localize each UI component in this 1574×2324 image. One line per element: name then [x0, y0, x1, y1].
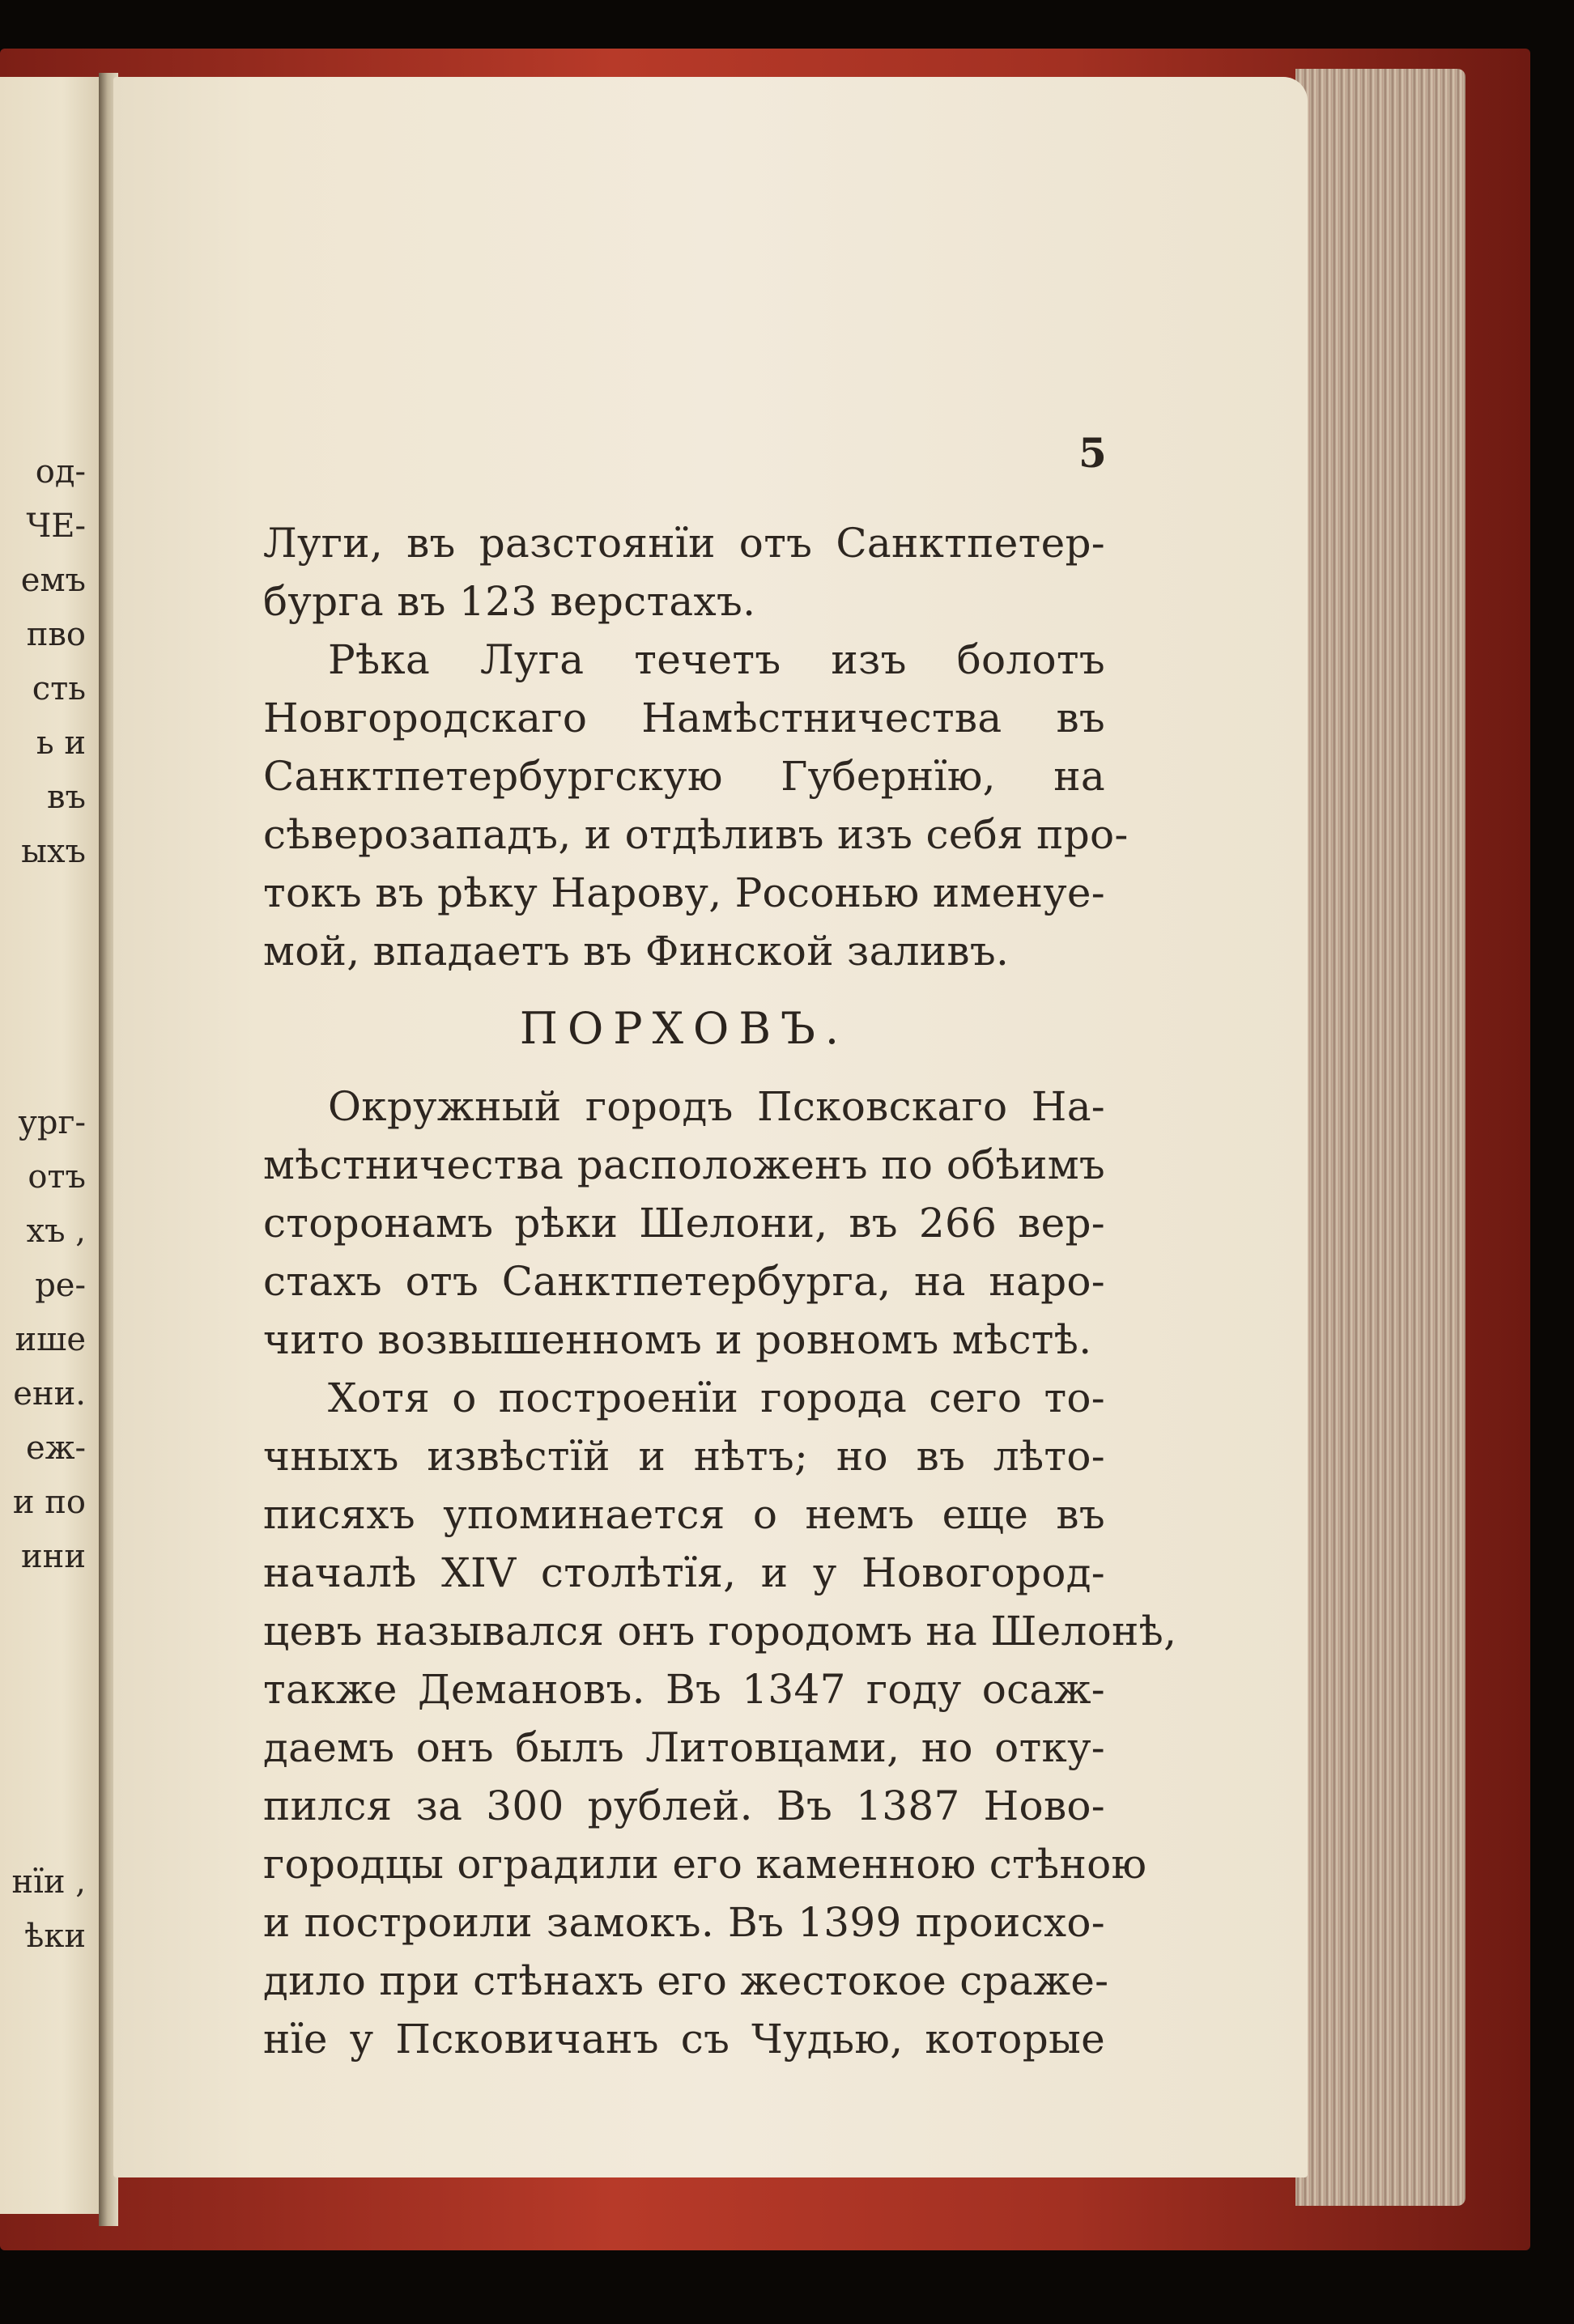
left-line	[0, 1801, 104, 1855]
text-line: Новгородскаго Намѣстничества въ	[263, 695, 1105, 741]
left-line: и по	[12, 1484, 86, 1521]
text-line: также Демановъ. Въ 1347 году осаж-	[263, 1666, 1105, 1713]
section-heading: ПОРХОВЪ.	[519, 1003, 849, 1054]
page-number: 5	[1078, 429, 1107, 477]
left-line: од-	[35, 453, 86, 491]
left-line: отъ	[28, 1158, 86, 1196]
text-line: мѣстничества расположенъ по обѣимъ	[263, 1141, 1105, 1188]
left-line: ЧЕ-	[26, 508, 86, 545]
left-line: ише	[15, 1321, 86, 1358]
text-line: дило при стѣнахъ его жестокое сраже-	[263, 1957, 1109, 2004]
left-line: хъ ,	[26, 1213, 86, 1250]
left-line: нїи ,	[11, 1863, 86, 1901]
text-line: нїе у Псковичанъ съ Чудью, которые	[263, 2016, 1105, 2063]
left-line	[0, 988, 104, 1042]
left-line	[0, 1747, 104, 1801]
text-line: мой, впадаетъ въ Финской заливъ.	[263, 928, 1010, 975]
text-line: цевъ назывался онъ городомъ на Шелонѣ,	[263, 1608, 1177, 1655]
left-line	[0, 1584, 104, 1638]
text-line: чныхъ извѣстїй и нѣтъ; но въ лѣто-	[263, 1433, 1105, 1480]
left-line	[0, 1042, 104, 1096]
left-line: въ	[47, 779, 86, 816]
text-line: чито возвышенномъ и ровномъ мѣстѣ.	[263, 1316, 1092, 1363]
text-line: городцы оградили его каменною стѣною	[263, 1841, 1147, 1888]
text-line: сѣверозападъ, и отдѣливъ изъ себя про-	[263, 811, 1129, 858]
left-page-fragment	[0, 77, 104, 2214]
text-line: сторонамъ рѣки Шелони, въ 266 вер-	[263, 1200, 1105, 1247]
text-line: Окружный городъ Псковскаго На-	[328, 1083, 1105, 1130]
page-body	[263, 514, 1177, 2068]
paragraph-continuation	[263, 514, 1105, 631]
left-line: ург-	[18, 1104, 86, 1141]
left-line: емъ	[20, 562, 86, 599]
left-line: пво	[26, 616, 86, 653]
text-line: началѣ XIV столѣтїя, и у Новогород-	[263, 1549, 1105, 1596]
page-edges-stack	[1295, 69, 1466, 2206]
left-line	[0, 1638, 104, 1693]
paragraph-luga	[263, 631, 1129, 980]
paragraph-porkhov-1	[263, 1077, 1105, 1369]
text-line: стахъ отъ Санктпетербурга, на наро-	[263, 1258, 1105, 1305]
text-line: даемъ онъ былъ Литовцами, но отку-	[263, 1724, 1105, 1771]
left-line: еж-	[26, 1430, 86, 1467]
left-line: ре-	[35, 1267, 86, 1304]
left-line: ени.	[13, 1375, 86, 1413]
left-line: ини	[21, 1538, 86, 1575]
text-line: токъ въ рѣку Нарову, Росонью именуе-	[263, 869, 1105, 916]
text-line: писяхъ упоминается о немъ еще въ	[263, 1491, 1105, 1538]
left-line: ѣки	[24, 1918, 86, 1955]
text-line: пился за 300 рублей. Въ 1387 Ново-	[263, 1782, 1105, 1829]
left-line	[0, 1693, 104, 1747]
text-line: Санктпетербургскую Губернїю, на	[263, 753, 1105, 800]
right-page	[113, 77, 1308, 2177]
text-line: Хотя о построенїи города сего то-	[328, 1374, 1105, 1421]
text-line: бурга въ 123 верстахъ.	[263, 578, 756, 625]
text-line: Рѣка Луга течетъ изъ болотъ	[328, 636, 1105, 683]
left-line: сть	[32, 670, 86, 707]
left-line	[0, 879, 104, 933]
left-line: ь и	[36, 724, 86, 762]
paragraph-porkhov-2	[263, 1369, 1177, 2068]
text-line: и построили замокъ. Въ 1399 происхо-	[263, 1899, 1105, 1946]
left-line	[0, 933, 104, 988]
left-page-text	[0, 445, 104, 1964]
left-line: ыхъ	[21, 833, 86, 870]
text-line: Луги, въ разстоянїи отъ Санктпетер-	[263, 520, 1105, 567]
